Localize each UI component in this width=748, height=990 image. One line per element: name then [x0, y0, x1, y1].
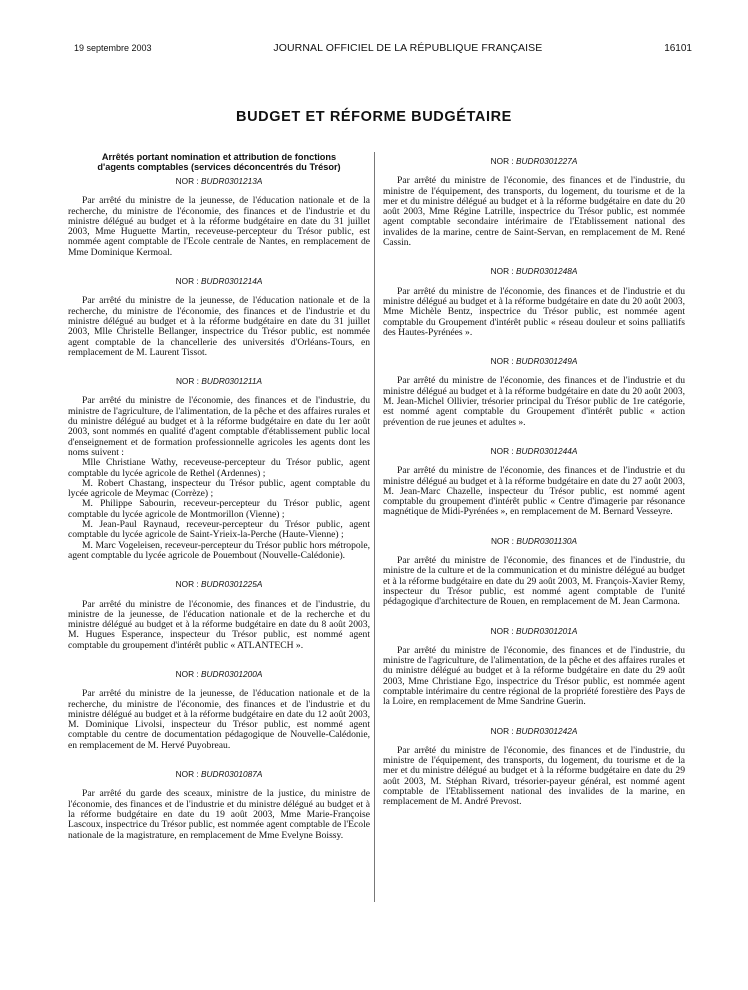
nor-reference: [383, 446, 685, 456]
nor-label: NOR :: [490, 266, 514, 277]
nor-code: BUDR0301244A: [516, 445, 578, 456]
nor-label: NOR :: [490, 445, 514, 456]
decree-entry: [68, 376, 370, 561]
nor-code: BUDR0301087A: [201, 769, 263, 780]
decree-paragraph: Par arrêté du ministre de l'économie, des finances et de l'industrie, du ministre de la culture et de la communication et du ministre délégué au budget et à la réforme budgétaire en date du 29 août 2003, M. François-Xavier Remy, inspecteur du Trésor public, est nommé agent comptable de l'unité pédagogique d'architecture de Rouen, en remplacement de M. Jean Carmona.: [383, 555, 685, 608]
decree-paragraph: Par arrêté du ministre de l'économie, des finances et de l'industrie, du ministre de l'équipement, des transports, du logement, du tourisme et de la mer et du ministre délégué au budget et à la réforme budgétaire en date du 20 août 2003, Mme Régine Latrille, inspectrice du Trésor public, est nommée agent comptable secondaire intérimaire de l'Etablissement national des invalides de la marine, centre de Saint-Servan, en remplacement de M. René Cassin.: [383, 175, 685, 249]
decree-heading: [68, 152, 370, 172]
nor-label: NOR :: [490, 625, 514, 636]
appointee-item: M. Marc Vogeleisen, receveur-percepteur du Trésor public hors métropole, agent comptable du lycée agricole de Pouembout (Nouvelle-Calédonie).: [68, 539, 370, 561]
nor-label: NOR :: [175, 276, 199, 287]
decree-entry: [383, 626, 685, 708]
decree-entry: [68, 276, 370, 358]
decree-entry: [68, 579, 370, 651]
nor-reference: [68, 276, 370, 286]
decree-entry: [383, 536, 685, 608]
nor-code: BUDR0301242A: [516, 725, 578, 736]
nor-reference: [383, 726, 685, 736]
decree-entry: [68, 669, 370, 751]
appointee-item: M. Robert Chastang, inspecteur du Trésor public, agent comptable du lycée agricole de Meymac (Corrèze) ;: [68, 477, 370, 500]
nor-reference: [68, 176, 370, 186]
decree-heading-line-1: Arrêtés portant nomination et attribution de fonctions: [101, 152, 337, 162]
nor-code: BUDR0301248A: [516, 266, 578, 277]
decree-entry: [383, 156, 685, 248]
decree-paragraph: Par arrêté du ministre de la jeunesse, de l'éducation nationale et de la recherche, du ministre de l'économie, des finances et de l'industrie et du ministre délégué au budget et à la réforme budgétaire en date du 31 juillet 2003, Mlle Christelle Bellanger, inspectrice du Trésor public, est nommée agent comptable de la chancellerie des universités d'Orléans-Tours, en remplacement de M. Laurent Tissot.: [68, 295, 370, 358]
appointee-item: M. Philippe Sabourin, receveur-percepteur du Trésor public, agent comptable du lycée agricole de Montmorillon (Vienne) ;: [68, 498, 370, 520]
nor-reference: [383, 266, 685, 276]
nor-code: BUDR0301227A: [516, 156, 578, 166]
decree-paragraph: Par arrêté du ministre de la jeunesse, de l'éducation nationale et de la recherche, du ministre de l'économie, des finances et de l'industrie et du ministre délégué au budget et à la réforme budgétaire en date du 12 août 2003, M. Dominique Livolsi, inspecteur du Trésor public, est nommé agent comptable du centre de documentation pédagogique de Nouvelle-Calédonie, en remplacement de M. Hervé Puyobreau.: [68, 688, 370, 751]
nor-label: NOR :: [490, 356, 514, 367]
nor-reference: [383, 156, 685, 166]
decree-heading-line-2: d'agents comptables (services déconcentrés du Trésor): [97, 162, 341, 172]
nor-reference: [68, 579, 370, 589]
nor-label: NOR :: [490, 535, 514, 546]
nor-code: BUDR0301249A: [516, 356, 578, 367]
nor-reference: [68, 376, 370, 386]
decree-entry: [383, 356, 685, 428]
nor-code: BUDR0301201A: [516, 625, 578, 636]
nor-code: BUDR0301130A: [516, 535, 578, 546]
nor-reference: [68, 769, 370, 779]
decree-entry: [383, 266, 685, 338]
issue-date: 19 septembre 2003: [74, 43, 152, 53]
nor-label: NOR :: [490, 725, 514, 736]
running-header: [74, 42, 692, 54]
nor-code: BUDR0301225A: [201, 579, 263, 590]
decree-paragraph: Par arrêté du ministre de l'économie, des finances et de l'industrie, du ministre de l'agriculture, de l'alimentation, de la pêche et des affaires rurales et du ministre délégué au budget et à la réforme budgétaire en date du 1er août 2003, sont nommés en qualité d'agent comptable d'établissement public local d'enseignement et de formation professionnelle agricoles les agents dont les noms suivent :: [68, 395, 370, 458]
decree-paragraph: Par arrêté du ministre de la jeunesse, de l'éducation nationale et de la recherche, du ministre de l'économie, des finances et de l'industrie et du ministre délégué au budget et à la réforme budgétaire en date du 31 juillet 2003, Mme Huguette Martin, receveuse-percepteur du Trésor public, est nommée agent comptable de l'Ecole centrale de Nantes, en remplacement de Mme Dominique Kermoal.: [68, 195, 370, 258]
decree-entry: [383, 726, 685, 808]
page-number: 16101: [664, 43, 692, 54]
nor-label: NOR :: [175, 769, 199, 780]
decree-paragraph: Par arrêté du ministre de l'économie, des finances et de l'industrie, du ministre de la jeunesse, de l'éducation nationale et de la recherche et du ministre délégué au budget et à la réforme budgétaire en date du 8 août 2003, M. Hugues Esperance, inspecteur du Trésor public, est nommé agent comptable du groupement d'intérêt public « ATLANTECH ».: [68, 598, 370, 651]
decree-paragraph: Par arrêté du ministre de l'économie, des finances et de l'industrie et du ministre délégué au budget et à la réforme budgétaire en date du 20 août 2003, Mme Michèle Bentz, inspectrice du Trésor public, est nommée agent comptable du Groupement d'intérêt public « réseau douleur et soins palliatifs des Hautes-Pyrénées ».: [383, 285, 685, 338]
left-column: [68, 152, 370, 859]
decree-paragraph: Par arrêté du ministre de l'économie, des finances et de l'industrie, du ministre de l'équipement, des transports, du logement, du tourisme et de la mer et du ministre délégué au budget et à la réforme budgétaire en date du 29 août 2003, M. Stéphan Rivard, trésorier-payeur général, est nommé agent comptable de l'Etablissement national des invalides de la marine, en remplacement de M. André Prevost.: [383, 744, 685, 808]
right-column: [383, 152, 685, 826]
nor-label: NOR :: [175, 376, 199, 387]
nor-code: BUDR0301213A: [201, 176, 263, 186]
column-divider: [374, 152, 375, 902]
nor-reference: [383, 626, 685, 636]
nor-code: BUDR0301214A: [201, 276, 263, 287]
nor-label: NOR :: [490, 156, 514, 166]
nor-code: BUDR0301200A: [201, 668, 263, 679]
decree-entry: [68, 176, 370, 258]
decree-paragraph: Par arrêté du ministre de l'économie, des finances et de l'industrie et du ministre délégué au budget et à la réforme budgétaire en date du 20 août 2003, M. Jean-Michel Ollivier, trésorier principal du Trésor public de 1re catégorie, est nommé agent comptable du Groupement d'intérêt public « action prévention de rue jeunes et adultes ».: [383, 375, 685, 428]
appointee-item: Mlle Christiane Wathy, receveuse-percepteur du Trésor public, agent comptable du lycée agricole de Rethel (Ardennes) ;: [68, 457, 370, 479]
section-title: BUDGET ET RÉFORME BUDGÉTAIRE: [236, 109, 512, 125]
nor-reference: [383, 536, 685, 546]
decree-entry: [68, 769, 370, 841]
decree-paragraph: Par arrêté du garde des sceaux, ministre de la justice, du ministre de l'économie, des finances et de l'industrie et du ministre délégué au budget et à la réforme budgétaire en date du 19 août 2003, Mme Marie-Françoise Lascoux, inspectrice du Trésor public, est nommée agent comptable de l'Ecole nationale de la magistrature, en remplacement de Mme Evelyne Boissy.: [68, 788, 370, 841]
nor-label: NOR :: [175, 176, 199, 186]
journal-title: JOURNAL OFFICIEL DE LA RÉPUBLIQUE FRANÇAISE: [273, 42, 543, 54]
nor-label: NOR :: [175, 668, 199, 679]
nor-reference: [383, 356, 685, 366]
nor-code: BUDR0301211A: [201, 376, 263, 387]
nor-label: NOR :: [175, 579, 199, 590]
decree-paragraph: Par arrêté du ministre de l'économie, des finances et de l'industrie et du ministre délégué au budget et à la réforme budgétaire en date du 27 août 2003, M. Jean-Marc Chazelle, inspecteur du Trésor public, est nommé agent comptable du groupement d'intérêt public « Centre d'imagerie par résonance magnétique de Midi-Pyrénées », en remplacement de M. Bernard Vesseyre.: [383, 465, 685, 518]
decree-entry: [383, 446, 685, 518]
nor-reference: [68, 669, 370, 679]
decree-paragraph: Par arrêté du ministre de l'économie, des finances et de l'industrie, du ministre de l'agriculture, de l'alimentation, de la pêche et des affaires rurales et du ministre délégué au budget et à la réforme budgétaire en date du 29 août 2003, Mme Christiane Ego, inspectrice du Trésor public, est nommée agent comptable intérimaire du centre régional de la propriété forestière des Pays de la Loire, en remplacement de Mme Sandrine Guerin.: [383, 644, 685, 708]
appointee-item: M. Jean-Paul Raynaud, receveur-percepteur du Trésor public, agent comptable du lycée agricole de Saint-Yrieix-la-Perche (Haute-Vienne) ;: [68, 519, 370, 541]
